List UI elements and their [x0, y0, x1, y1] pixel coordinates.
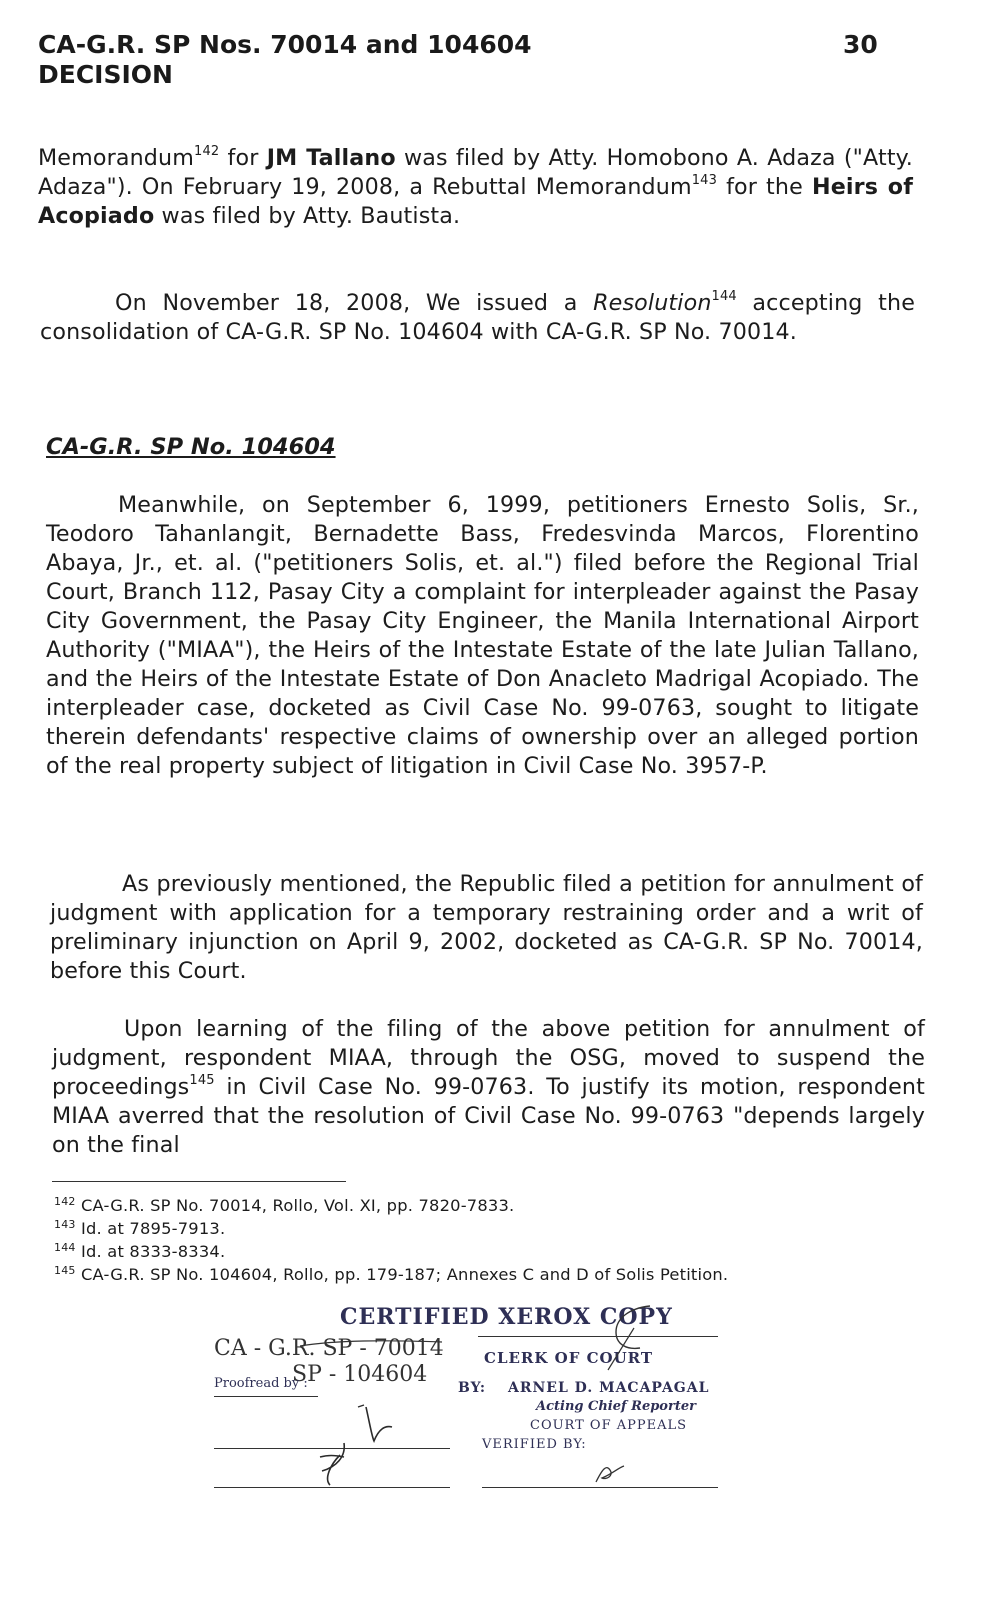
case-number-line: CA-G.R. SP Nos. 70014 and 104604 — [38, 30, 532, 59]
verified-by-label: VERIFIED BY: — [482, 1437, 587, 1452]
court-of-appeals-label: COURT OF APPEALS — [530, 1418, 688, 1433]
footnote-ref-145: 145 — [189, 1073, 215, 1088]
signatory-name: ARNEL D. MACAPAGAL — [508, 1380, 710, 1396]
paragraph-interpleader: Meanwhile, on September 6, 1999, petitioners Ernesto Solis, Sr., Teodoro Tahanlangit, Bernadette Bass, Fredesvinda Marcos, Florentino Abaya, Jr., et. al. ("petitioners Solis, et. al.") filed before the Regional Trial Court, Branch 112, Pasay City a complaint for interpleader against the Pasay City Government, the Pasay City Engineer, the Manila International Airport Authority ("MIAA"), the Heirs of the Intestate Estate of the late Julian Tallano, and the Heirs of the Intestate Estate of Don Anacleto Madrigal Acopiado. The interpleader case, docketed as Civil Case No. 99-0763, sought to litigate therein defendants' respective claims of ownership over an alleged portion of the real property subject of litigation in Civil Case No. 3957-P. — [46, 492, 919, 779]
footnote-145: $^{145}$ CA-G.R. SP No. 104604, Rollo, pp. 179-187; Annexes C and D of Solis Petition. — [54, 1264, 729, 1284]
certified-copy-stamp-title: CERTIFIED XEROX COPY — [340, 1304, 673, 1330]
paragraph-suspend: Upon learning of the filing of the above petition for annulment of judgment, respondent MIAA, through the OSG, moved to suspend the proceedings$^{145}$ in Civil Case No. 99-0763. To justify its motion, respondent MIAA averred that the resolution of Civil Case No. 99-0763 "depends largely on the final — [52, 1016, 925, 1158]
handwritten-case-ref: CA - G.R. SP - 70014 — [214, 1336, 444, 1361]
verifier-initial-icon — [590, 1460, 630, 1486]
paragraph-resolution: On November 18, 2008, We issued a Resolution$^{144}$ accepting the consolidation of CA-G.R. SP No. 104604 with CA-G.R. SP No. 70014. — [40, 289, 916, 345]
party-jm-tallano: JM Tallano — [266, 145, 396, 171]
handwritten-signature-icon — [300, 1395, 440, 1490]
footnote-ref-143: 143 — [691, 173, 718, 188]
handwriting-underline-icon — [296, 1330, 446, 1380]
proofread-label: Proofread by : — [214, 1376, 308, 1391]
by-label: BY: — [458, 1380, 487, 1396]
stamp-overstrike-icon — [590, 1298, 710, 1378]
footnote-143: $^{143}$ Id. at 7895-7913. — [54, 1218, 226, 1238]
footnote-ref-144: 144 — [711, 289, 737, 304]
document-type: DECISION — [38, 60, 173, 89]
footnote-144: $^{144}$ Id. at 8333-8334. — [54, 1241, 226, 1261]
resolution-term: Resolution — [593, 290, 712, 316]
signature-line-right — [482, 1487, 718, 1488]
signatory-role: Acting Chief Reporter — [536, 1399, 696, 1414]
paragraph-memorandum: Memorandum$^{142}$ for JM Tallano was filed by Atty. Homobono A. Adaza ("Atty. Adaza"). On February 19, 2008, a Rebuttal Memorandum$^{143}$ for the Heirs of Acopiado was filed by Atty. Bautista. — [38, 144, 913, 229]
clerk-of-court-label: CLERK OF COURT — [484, 1349, 654, 1367]
case-header — [38, 30, 532, 90]
paragraph-annulment: As previously mentioned, the Republic filed a petition for annulment of judgment with application for a temporary restraining order and a writ of preliminary injunction on April 9, 2002, docketed as CA-G.R. SP No. 70014, before this Court. — [50, 871, 923, 984]
footnote-ref-142: 142 — [194, 144, 220, 159]
footnote-142: $^{142}$ CA-G.R. SP No. 70014, Rollo, Vol. XI, pp. 7820-7833. — [54, 1195, 515, 1215]
party-heirs-acopiado: Heirs of Acopiado — [38, 174, 913, 229]
page-number: 30 — [843, 30, 878, 59]
handwritten-case-ref-2: SP - 104604 — [292, 1362, 428, 1387]
footnote-divider — [52, 1181, 346, 1182]
section-heading: CA-G.R. SP No. 104604 — [46, 434, 336, 460]
